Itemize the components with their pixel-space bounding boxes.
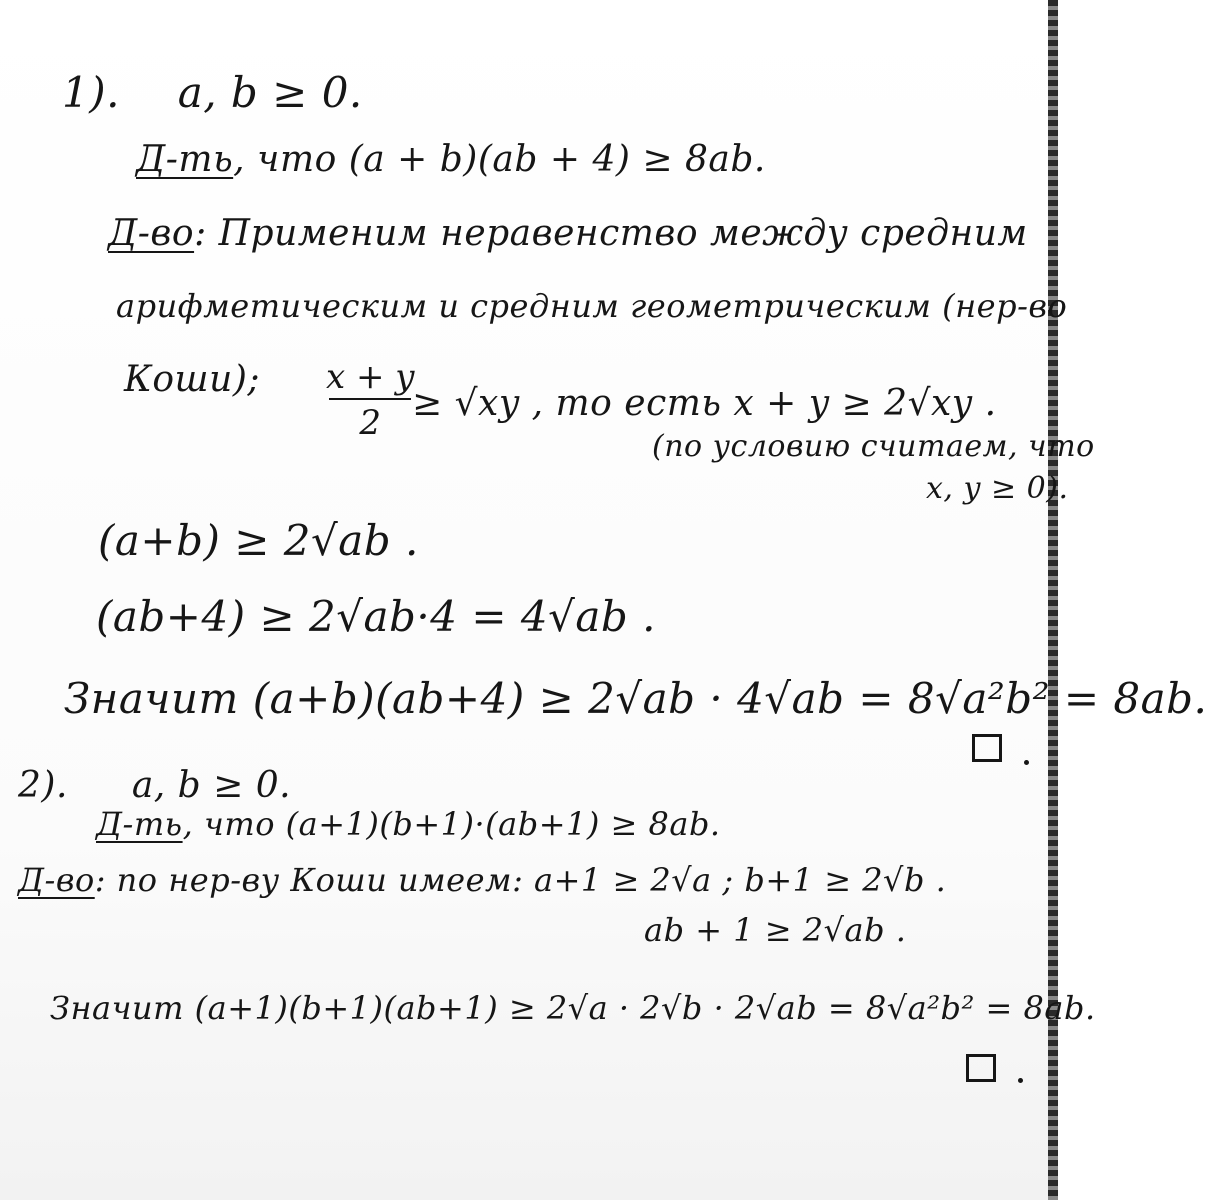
amgm-fraction: [320, 357, 421, 443]
qed-dot-1: [1024, 760, 1029, 765]
problem-1-proof-line-3-start: Коши);: [124, 359, 260, 400]
problem-1-proof-line-3-end: ≥ √xy , то есть x + y ≥ 2√xy .: [412, 383, 997, 424]
problem-1-prove-text: , что (a + b)(ab + 4) ≥ 8ab.: [233, 139, 766, 180]
fraction-denominator: 2: [359, 403, 382, 443]
problem-1-proof-line-1: [108, 213, 1028, 254]
problem-1-number: 1).: [62, 68, 120, 117]
problem-2-conclusion: Значит (a+1)(b+1)(ab+1) ≥ 2√a · 2√b · 2√ab = 8√a²b² = 8ab.: [50, 989, 1096, 1027]
problem-2-prove-label: Д-ть: [96, 805, 183, 843]
problem-1-proof-label: Д-во: [108, 213, 195, 254]
condition-line-1: (по условию считаем, что: [652, 429, 1095, 464]
problem-2-prove-text: , что (a+1)(b+1)·(ab+1) ≥ 8ab.: [182, 805, 721, 843]
problem-1-statement: [136, 139, 766, 180]
problem-2-statement: [96, 805, 721, 843]
problem-1-prove-label: Д-ть: [136, 139, 234, 180]
problem-1-conclusion: Значит (a+b)(ab+4) ≥ 2√ab · 4√ab = 8√a²b² = 8ab.: [64, 674, 1207, 723]
problem-2-proof-text-1: : по нер-ву Коши имеем: a+1 ≥ 2√a ; b+1 ≥ 2√b .: [94, 861, 947, 899]
qed-box-2: [966, 1054, 996, 1082]
fraction-numerator: x + y: [326, 357, 415, 397]
problem-1-header: [62, 68, 363, 117]
problem-2-proof-line-2: ab + 1 ≥ 2√ab .: [644, 911, 907, 949]
step-2: (ab+4) ≥ 2√ab·4 = 4√ab .: [96, 592, 656, 641]
qed-dot-2: [1018, 1078, 1023, 1083]
problem-2-header: [18, 765, 292, 806]
problem-2-given: a, b ≥ 0.: [131, 765, 292, 806]
qed-box-1: [972, 734, 1002, 762]
problem-2-proof-label: Д-во: [18, 861, 95, 899]
step-1: (a+b) ≥ 2√ab .: [98, 516, 419, 565]
problem-1-given: a, b ≥ 0.: [177, 68, 363, 117]
problem-2-number: 2).: [18, 765, 68, 806]
problem-1-proof-text-1: : Применим неравенство между средним: [194, 213, 1028, 254]
problem-2-proof-line-1: [18, 861, 947, 899]
problem-1-proof-line-2: арифметическим и средним геометрическим (нер-во: [116, 287, 1068, 325]
condition-line-2: x, y ≥ 0).: [926, 471, 1069, 506]
